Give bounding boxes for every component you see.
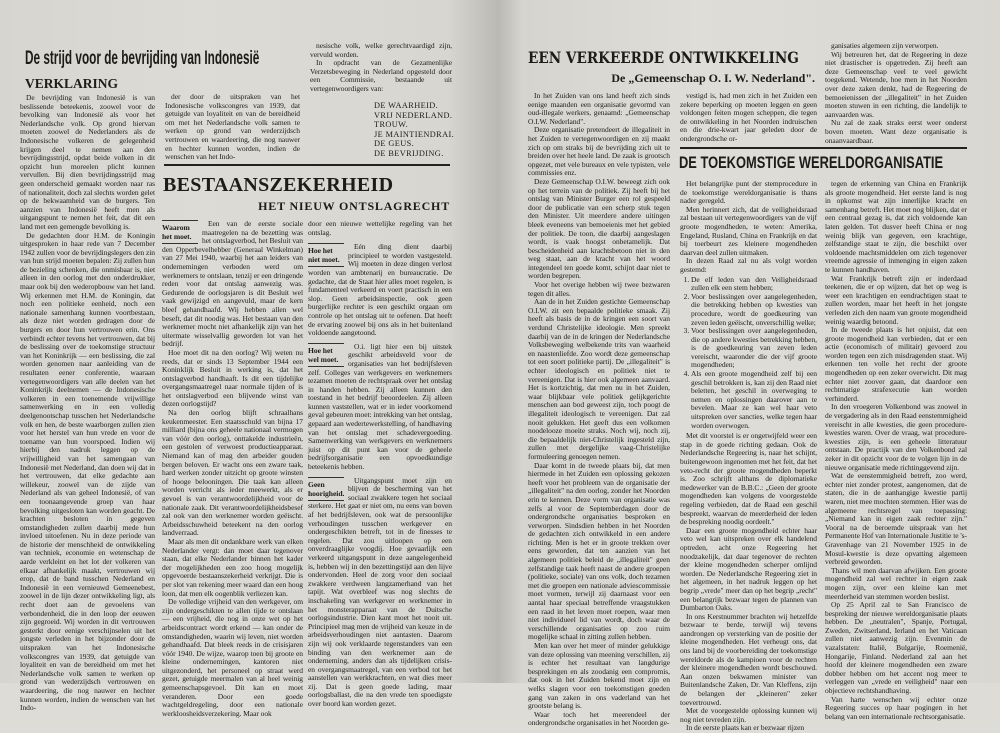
bestaanszekerheid-column-2: [308, 220, 452, 709]
paragraph: Voor het overige hebben wij twee bezwaren tegen dit alles.: [528, 280, 670, 298]
paragraph: De gedachten door H.M. de Koningin uitgesproken in haar rede van 7 December 1942 zullen voor de bevrijdingslegers den zin van hun strijd moeten bepalen: Zij zullen hun de bezieling schenken, die onmisbaar is, niet alleen in den oorlog met den onderdrukker, maar ook bij den wederopbouw van het land. Wij erkennen met H.M. de Koningin, dat noch een politieke eenheid, noch een nationale samenhang kunnen voortbestaan, als deze niet worden gedragen door de burgers en door hun vertrouwen erin. Ons verbindt echter tevens het vertrouwen, dat bij de beslissing over de toekomstige structuur van het Koninkrijk — een beslissing, die zal worden genomen naar aanleiding van de resultaten eener conferentie, waaraan vertegenwoordigers van alle deelen van het Koninkrijk deelnemen — de Indonesische volkeren in een toenemende vrijwillige samenwerking en in een volledig deelgenootschap tusschen het Nederlandsche volk en hen, de beste waarborgen zullen zien voor het herstel van hun vrede en voor de toename van hun voorspoed. Indien wij hierbij den nadruk leggen op de vrijwilligheid van het samengaan van Indonesië met Nederland, dan doen wij dat in het vertrouwen, dat elke gedachte aan willekeur, zoowel van de zijde van Nederland als van geheel Indonesië, of van een toonaangevende groep van haar bevolking uitgesloten kan worden geacht. De krachten besloten in gegeven omstandigheden zullen daarbij mede hun invloed uitoefenen. Nu in deze periode van de historie der menschheid de ontwikkeling van techniek, economie en wetenschap de aarde verkleint en het lot der volkeren van elkaar afhankelijk maakt, vertrouwen wij erop, dat de band tusschen Nederland en Indonesië in een vernieuwd Gemeenebest, zoowel in de lijn dezer ontwikkeling ligt, als recht doet aan de gevoelens van verbondenheid, die in den loop der eeuwen zijn gegroeid. Wij worden in dit vertrouwen gesterkt door eenige verschijnselen uit het jongste verleden in het bijzonder door de uitspraken van het Indonesische volkscongres van 1939, dat getuigde van loyaliteit en van de bereidheid om met het Nederlandsche volk samen te werken op grond van wederzijdsch vertrouwen en waardeering, die nog nauwer en hechter kunnen worden, indien de wenschen van het Indo-: [20, 230, 155, 713]
right-page: [497, 0, 1000, 733]
paragraph: Van harte wenschen wij echter onze Regeering succes op haar pogingen in het belang van een internationale rechtsorganisatie.: [825, 694, 967, 721]
side-label-geen-hoorigheid: Geen hoorigheid.: [308, 477, 344, 501]
paragraph: In de tweede plaats is het onjuist, dat een groote mogendheid kan verbieden, dat er een actie (economisch of militair) gevoerd zou worden tegen een zich misdragenden staat. Wij erkennen ten volle het recht der groote mogendheden op een zeker overwicht. Dit mag echter niet zoover gaan, dat daardoor een rechtmatige strafexecutie kan worden verhinderd.: [825, 325, 967, 403]
list-item: 2. Voor beslissingen over aangelegenheden, die betrekking hebben op kwesties van procedure, wordt de goedkeuring van zeven leden geëischt, onverschillig welke;: [691, 293, 817, 327]
paragraph: Waar toch het meerendeel der ondergrondsche organisaties in het Noorden ge-: [528, 709, 670, 728]
paragraph: Thans wil men daarvan afwijken. Een groote mogendheid zal wel rechter in eigen zaak mogen zijn, over een kleine kan met meerderheid van stemmen worden beslist.: [825, 565, 967, 601]
paragraph: Men kan over het meer of minder gelukkige van deze oplossing van meening verschillen, zij is echter het resultaat van langdurige besprekingen en als zoodanig een compromis, dat ook in het Zuiden bekend moet zijn en welks slagen voor een toekomstigen goeden gang van zaken in ons vaderland van het grootste belang is.: [528, 641, 670, 711]
paragraph: In de eerste plaats kan er bezwaar rijzen: [686, 723, 805, 733]
paragraph: Met dit voorstel is er ongetwijfeld weer een stap in de goede richting gedaan. Ook de Nederlandsche Regeering is, naar het schijnt, buitengewoon ingenomen met het feit, dat het veto-recht der groote mogendheden beperkt is. Zoo schrijft althans de diplomatieke medewerker van de B.B.C.: „Geen der groote mogendheden kan volgens de voorgestelde regeling verbieden, dat de Raad een geschil bespreekt, waarvan de meerderheid der leden de bespreking noodig oordeelt.": [680, 431, 817, 527]
verkeerde-column-1: [528, 92, 670, 728]
article-title-indonesie: De strijd voor de bevrijding van Indonesië: [25, 48, 260, 69]
article-subtitle-gemeenschap: De „Gemeenschap O. I. W. Nederland".: [611, 71, 815, 85]
section-divider: [164, 164, 450, 166]
side-label-hoe-wel: Hoe het wel moet.: [308, 343, 344, 367]
paragraph: Uitgangspunt moet zijn en blijven de bescherming van het sociaal zwakkere tegen het sociaal sterkere. Het gaat er niet om, nu eens van boven af het bedrijfsleven, ook wat de persoonlijke verhoudingen tusschen werkgever en ondergeschikten betreft, tot in de finesses te regelen. Dat zou uitloopen op een onverdraaglijke voogdij. Hoe gevaarlijk een verkeerd uitgangspunt in deze aangelegenheid is, hebben wij in den bezettingstijd aan den lijve ondervonden. Heel de zorg voor den sociaal zwakkere verdween langzamerhand van het tapijt. Wat overbleef was nog slechts de inschakeling van werkgever en werknemer in het monsterapparaat van de Duitsche oorlogsindustrie. Dien kant moet het nooit uit. Principieel mag men de vrijheid van keuze in de arbeidsverhoudingen niet aantasten. Daarom zijn wij ook verklaarde tegenstanders van een binding van den werknemer aan de onderneming, anders dan als tijdelijken crisis- en overgangsmaatregel, van een verbod tot het aanstellen van werkkrachten, en wat dies meer zij. Dat is geen goede lading, maar oorlogsballast, die na den vrede ten spoedigste over boord kan worden gezet.: [308, 475, 452, 709]
paragraph: tegen de erkenning van China en Frankrijk als groote mogendheid. Het eerste land is nog in opkomst wat zijn innerlijke kracht en samenhang betreft. Het moet nog blijken, dat er een centraal gezag is, dat zich voldoende kan laten gelden. Tot dusver heeft China er nog weinig blijk van gegeven, een krachtige, zelfstandige staat te zijn, die beschikt over voldoende machtsmiddelen om zich tegenover vreemde agressie of inmenging in eigen zaken te kunnen handhaven.: [825, 179, 967, 274]
list-item: 1. De elf leden van den Veiligheidsraad zullen elk een stem hebben;: [691, 276, 817, 293]
article-title-verkeerde-ontwikkeling: EEN VERKEERDE ONTWIKKELING: [528, 48, 799, 67]
paragraph: Wat Frankrijk betreft zijn er inderdaad teekenen, die er op wijzen, dat het op weg is weer een krachtigen en eendrachtigen staat te zullen worden, maar het heeft in het jongste verleden zich den naam van groote mogendheid weinig waardig betoond.: [825, 273, 967, 326]
bestaanszekerheid-column-1: [162, 220, 303, 718]
paragraph: ganisaties algemeen zijn verworpen.: [831, 41, 939, 50]
paragraph: De bevrijding van Indonesië is van beslissende beteekenis, zoowel voor de bevolking van Indonesië als voor het Nederlandsche volk. Op grond hiervan moeten zoowel de Nederlanders als de Indonesische volkeren de gelegenheid krijgen deel te nemen aan den bevrijdingsstrijd, opdat beide volken in dit opzicht hun moreelen plicht kunnen vervullen. Bij dien bevrijdingsstrijd mag geen onderscheid gemaakt worden naar ras of nationaliteit, doch zal slechts worden gelet op de bekwaamheid van de burgers. Ten aanzien van Indonesië heeft men als uitgangspunt te nemen het feit, dat dit een land met een gemengde bevolking is.: [20, 93, 155, 231]
paragraph: Op 25 April zal te San Francisco de bespreking der nieuwe wereldorganisatie plaats hebben. De „neutralen", Spanje, Portugal, Zweden, Zwitserland, Ierland en het Vaticaan zullen niet aanwezig zijn. Evenmin de vazalstaten: Italië, Bulgarije, Roemenië, Hongarije, Finland. Nederland zal aan het hoofd der kleinere mogendheden een zware dobber hebben om het accent nog meer te verleggen van „vrede en veiligheid" naar een objectieve rechtshandhaving.: [825, 600, 967, 696]
side-label-hoe-niet: Hoe het niet moet.: [308, 243, 344, 267]
wereldorganisatie-rest: [680, 432, 817, 733]
paragraph: In den vroegeren Volkenbond was zoowel in de vergadering als in den Raad eenstemmigheid vereischt in alle kwesties, die geen procedure-kwesties waren. Over de vraag, wat procedure-kwesties zijn, is een geheele litteratuur ontstaan. De practijk van den Volkenbond zal zeker in dit opzicht voor de te volgen lijn in de nieuwe organisatie mede richtinggevend zijn.: [825, 402, 967, 472]
paragraph: Wij betreuren het, dat de Regeering in deze niet drastischer is opgetreden. Zij heeft aan deze Gemeenschap veel te veel gewicht toegekend. Wetende, hoe men in het Noorden over deze zaken denkt, had de Regeering de bemoeienissen der „illegaliteit" in het Zuiden moeten stuwen in een richting, die landelijk te aanvaarden was.: [825, 49, 967, 119]
indonesie-column-3: [310, 42, 452, 94]
paragraph: Men herinnert zich, dat de veiligheidsraad zal bestaan uit vertegenwoordigers van de vijf groote mogendheden, te weten: Amerika, Engeland, Rusland, China en Frankrijk en dat bij toerbeurt zes kleinere mogendheden daarvan deel zullen uitmaken.: [680, 204, 817, 257]
verkeerde-column-2: [680, 92, 817, 144]
indonesie-column-2: [165, 93, 300, 162]
paragraph: Met de voorgestelde oplossing kunnen wij nog niet tevreden zijn.: [680, 706, 817, 724]
bestaanszekerheid-text-1: [162, 220, 303, 718]
left-page: [0, 0, 497, 718]
signatory: JE MAINTIENDRAI.: [374, 129, 455, 139]
paragraph: nesische volk, welke gerechtvaardigd zijn, vervuld worden.: [310, 41, 452, 59]
section-divider: [680, 147, 967, 149]
article-subtitle-verklaring: VERKLARING: [25, 76, 119, 91]
voting-rules-list: [680, 276, 817, 431]
paragraph: Het belangrijke punt der stemprocedure in de toekomstige wereldorganisatie is thans nader geregeld.: [680, 179, 817, 206]
paragraph: Nu zal de zaak straks eerst weer onderst boven moeten. Want deze organisatie is onaanvaardbaar.: [825, 118, 967, 145]
paragraph: Wat de eenstemmigheid betreft, zoo werd, echter niet zonder protest, aangenomen, dat de staten, die in de aanhangige kwestie partij waren, niet mee mochten stemmen. Hier was de algemeene rechtsregel van toepassing: „Niemand kan in eigen zaak rechter zijn." Vooral na de beroemde uitspraak van het Permanente Hof van Internationale Justitie te 's-Gravenhage van 21 November 1925 in de Mosul-kwestie is deze opvatting algemeen verbreid geworden.: [825, 471, 967, 567]
paragraph: Daar komt in de tweede plaats bij, dat men hiermede in het Zuiden een oplossing gekozen heeft voor het probleem van de organisatie der „illegaliteit" na den oorlog, zonder het Noorden erin te kennen. Deze vorm van organisatie was zelfs al voor de Septemberdagen door de ondergrondsche organisaties besproken en verworpen. Sindsdien hebben in het Noorden de gedachten zich ontwikkeld in een andere richting. Men is het er in groote trekken over eens geworden, dat ten aanzien van het algemeen politiek beleid de „illegaliteit" geen zelfstandige taak heeft naast de andere groepen (politieke, sociale) van ons volk, doch tezamen met die groepen een nationale adviescommissie moet vormen, terwijl zij daarnaast voor een aantal haar speciaal betreffende vraagstukken een raad in het leven moet roepen, waar men niet individueel lid van wordt, doch waar de verschillende organisaties op zoo ruim mogelijke schaal in zitting zullen hebben.: [528, 460, 670, 642]
signatory: TROUW.: [374, 120, 409, 130]
signatory: DE WAARHEID.: [374, 101, 439, 110]
paragraph: In ons Kerstnummer brachten wij hetzelfde bezwaar te berde, terwijl wij tevens aandrongen op versterking van de positie der kleine mogendheden. Het verheugt ons, dat ons land bij de voorbereiding der toekomstige wereldorde als de kampioen voor de rechten der kleinere mogendheden wordt beschouwd. Aan onzen bekwamen minister van Buitenlandsche Zaken, Dr. Van Kleffens, zijn de belangen der „kleineren" zeker toevertrouwd.: [680, 611, 817, 707]
article-title-bestaanszekerheid: BESTAANSZEKERHEID: [163, 174, 394, 196]
article-subtitle-ontslagrecht: HET NIEUW ONTSLAGRECHT: [258, 199, 450, 213]
signatory: DE BEVRIJDING.: [374, 148, 444, 158]
paragraph: In opdracht van de Gezamenlijke Verzetsbeweging in Nederland opgesteld door een Commissie, bestaande uit vertegenwoordigers van:: [310, 58, 452, 93]
paragraph: Deze Gemeenschap O.I.W. beweegt zich ook op het terrein van de politiek. Zij heeft bij het ontslag van Minister Burger een rol gespeeld door de publicatie van een scherp stuk tegen den Minister. Uit meerdere andere uitingen bleek eveneens van bemoeienis met het gebied der politiek. De toon, die daarbij aangeslagen wordt, is vaak hoogst onbetamelijk. Dat bescheidenheid aan krachtsbetoon niet in den weg staat, aan de kracht van het woord integendeel ten goede komt, schijnt daar niet te worden begrepen.: [528, 176, 670, 281]
wereldorganisatie-column-1: [680, 180, 817, 733]
paragraph: In het Zuiden van ons land heeft zich sinds eenige maanden een organisatie gevormd van oud-illegale werkers, genaamd: „Gemeenschap O.I.W. Nederland".: [528, 91, 670, 126]
paragraph: Na den oorlog blijft schraalhans keukenmeester. Een staatsschuld van bijna 17 milliard (bijna ons geheele nationaal vermogen van vóór den oorlog), onttakelde industrieën, een gestolen of verwoest productieapparaat. Niemand kan of mag den arbeider gouden bergen beloven. Er wacht ons een zware taak, hard werken zonder uitzicht op groote winsten of hooge belooningen. Die taak kan alleen worden verricht als ieder meewerkt, als er gevoel is van verantwoordelijkheid voor de nationale zaak. Dit verantwoordelijkheidsbesef zal ook van den werknemer worden geëischt. Arbeidsschuwheid beteekent na den oorlog landverraad.: [162, 408, 303, 538]
paragraph: Hoe moet dit na den oorlog? Wij weten nu reeds, dat er sinds 13 September 1944 een Koninklijk Besluit in werking is, dat het ontslagverbod handhaaft. Is dit een tijdelijke overgangsmaatregel naar normale tijden of is het ontslagverbod een blijvende winst van dezen oorlogstijd?: [162, 347, 303, 409]
paragraph: door een nieuwe wettelijke regeling van het ontslag.: [308, 219, 452, 237]
side-label-waarom: Waarom het moet.: [162, 220, 198, 244]
paragraph: Maar als men dit ondankbare werk van elken Nederlander vergt: dan moet daar tegenover staan, dat elke Nederlander binnen het kader der mogelijkheden een zoo hoog mogelijk opgevoerde bestaanszekerheid verkrijgt. Die is per slot van rekening meer waard dan een hoog loon, dat men elk oogenblik verliezen kan.: [162, 536, 303, 598]
paragraph: vestigd is, had men zich in het Zuiden een zekere beperking op moeten leggen en geen voldongen feiten mogen scheppen, die tegen de ontwikkeling in het Noorden indruischen en die drie-kwart jaar geleden door de ondergrondsche or-: [680, 91, 817, 143]
paragraph: De volledige vrijheid van den werkgever, om zijn ondergeschikten te allen tijde te ontslaan — een vrijheid, die nog in onze wet op het arbeidscontract wordt erkend — kan onder de omstandigheden, waarin wij leven, niet worden gehandhaafd. Dat bleek reeds in de crisisjaren vóór 1940. De wijze, waarop toen bij groote en kleine ondernemingen, kantoren niet uitgezonderd, het personeel op straat werd gezet, getuigde meermalen van al heel weinig gemeenschapsgevoel. Dit kan en moet veranderen. Door een goede wachtgeldregeling, door een nationale werkloosheidsverzekering. Maar ook: [162, 597, 303, 718]
paragraph: der door de uitspraken van het Indonesische volkscongres van 1939, dat getuigde van loyaliteit en van de bereidheid om met het Nederlandsche volk samen te werken op grond van wederzijdsch vertrouwen en waardeering, die nog nauwer en hechter kunnen worden, indien de wenschen van het Indo-: [165, 92, 300, 162]
article-title-wereldorganisatie: DE TOEKOMSTIGE WERELDORGANISATIE: [679, 154, 944, 172]
paragraph: O.i. ligt hier een bij uitstek geschikt arbeidsveld voor de organisaties van het bedrijfsleven zelf. Colleges van werkgevers en werknemers tezamen moeten de rechtspraak over het ontslag in handen hebben. Zij alleen kunnen den toestand in het bedrijf beoordeelen. Zij alleen kunnen vaststellen, wat er in ieder voorkomend geval gebeuren moet: intrekking van het ontslag, gepaard aan wedertewerkstelling, of handhaving van het ontslag met schadevergoeding. Samenwerking van werkgevers en werknemers juist op dit punt kan voor de geheele bedrijfsorganisatie een opvoedkundige beteekenis hebben.: [308, 341, 453, 472]
paragraph: Eén ding dient daarbij principieel te worden vastgesteld. Wij moeten in deze dingen verlost worden van ambtenarij en bureaucratie. De gedachte, dat de Staat hier alles moet regelen, is fundamenteel verkeerd en voert practisch in een slop. Geen arbeidsinspectie, ook geen burgerlijke rechter is een geschikt orgaan om controle op het ontslag uit te oefenen. Dat heeft de ervaring zoowel bij ons als in het buitenland voldoende aangetoond.: [308, 242, 452, 338]
verkeerde-column-3: [825, 42, 967, 145]
paragraph: Aan de in het Zuiden gestichte Gemeenschap O.I.W. zit een bepaalde politieke smaak. Zij heeft als basis de in de kringen een soort van verdund Christelijke ideologie. Men spreekt daarbij van de in de kringen der Nederlandsche Volksbeweging welbekende trits van waarheid en naastenliefde. Zoo wordt deze gemeenschap tot een soort politieke partij. De „illegaliteit" is echter ideologisch en politiek niet te vereenigen. Dat is hier ook algemeen aanvaard. Het is kortzichtig, dat men nu in het Zuiden, waar blijkbaar vele politiek gelijkgerichte menschen aan bod geweest zijn, toch poogt de illegaliteit ideologisch te vereenigen. Dat zal nooit gelukken. Het geeft dus een volkomen noodelooze moeite straks. Noch wij, noch zij, die bepaaldelijk niet-Christelijk ingesteld zijn, zullen met dergelijke vaag-Christelijke formuleering genoegen nemen.: [528, 297, 670, 461]
signatory-list: [374, 101, 454, 159]
paragraph: Daar een groote mogendheid echter haar veto wel kan uitspreken over elk handelend optreden, acht onze Regeering het noodzakelijk, dat daar tegenover de rechten der kleine mogendheden scherper omlijnd worden. De Nederlandsche Regeering ziet in het algemeen, in het nadruk leggen op het begrip „vrede" meer dan op het begrip „recht" een belangrijk bezwaar tegen de plannen van Dumbarton Oaks.: [680, 525, 817, 613]
signatory: VRIJ NEDERLAND.: [374, 110, 453, 120]
list-item: 4. Als een groote mogendheid zelf bij een geschil betrokken is, kan zij den Raad niet beletten, het geschil in overweging te nemen en oplossingen daarover aan te bevelen. Maar ze kan wel haar veto uitspreken over sancties, welke tegen haar worden overwogen.: [691, 370, 817, 430]
paragraph: Deze organisatie pretendeert de illegaliteit in het Zuiden te vertegenwoordigen en zij maakt zich op om straks bij de bevrijding zich uit te breiden over het heele land. De zaak is grootsch opgezet, met vele bureaux en vele typisten, vele commissies enz.: [528, 125, 670, 178]
indonesie-column-1: [20, 94, 155, 713]
wereldorganisatie-column-2: [825, 180, 967, 721]
signatory: DE GEUS.: [374, 139, 415, 149]
list-item: 3. Voor beslissingen over aangelegenheden, die op andere kwesties betrekking hebben, is de goedkeuring van zeven leden vereischt, waaronder die der vijf groote mogendheden;: [691, 327, 817, 370]
paragraph: In dezen Raad zal nu als volgt worden gestemd:: [680, 256, 817, 274]
wereldorganisatie-intro: [680, 180, 817, 275]
paragraph: Een van de eerste sociale maatregelen na de bezetting was het ontslagverbod, het Besluit van den Opperbevelhebber (Generaal Winkelman) van 27 Mei 1940, waarbij het aan leiders van ondernemingen verboden werd om werknemers te ontslaan, tenzij er een dringende reden voor dat ontslag aanwezig was. Gedurende de oorlogsjaren is dit Besluit wel vaak gewijzigd en aangevuld, maar de kern bleef gehandhaafd. Wij hebben allen wel beseft, dat dit noodig was. Het bestaan van den werknemer mocht niet afhankelijk zijn van het uitermate wisselvallig geworden lot van het bedrijf.: [162, 219, 303, 349]
